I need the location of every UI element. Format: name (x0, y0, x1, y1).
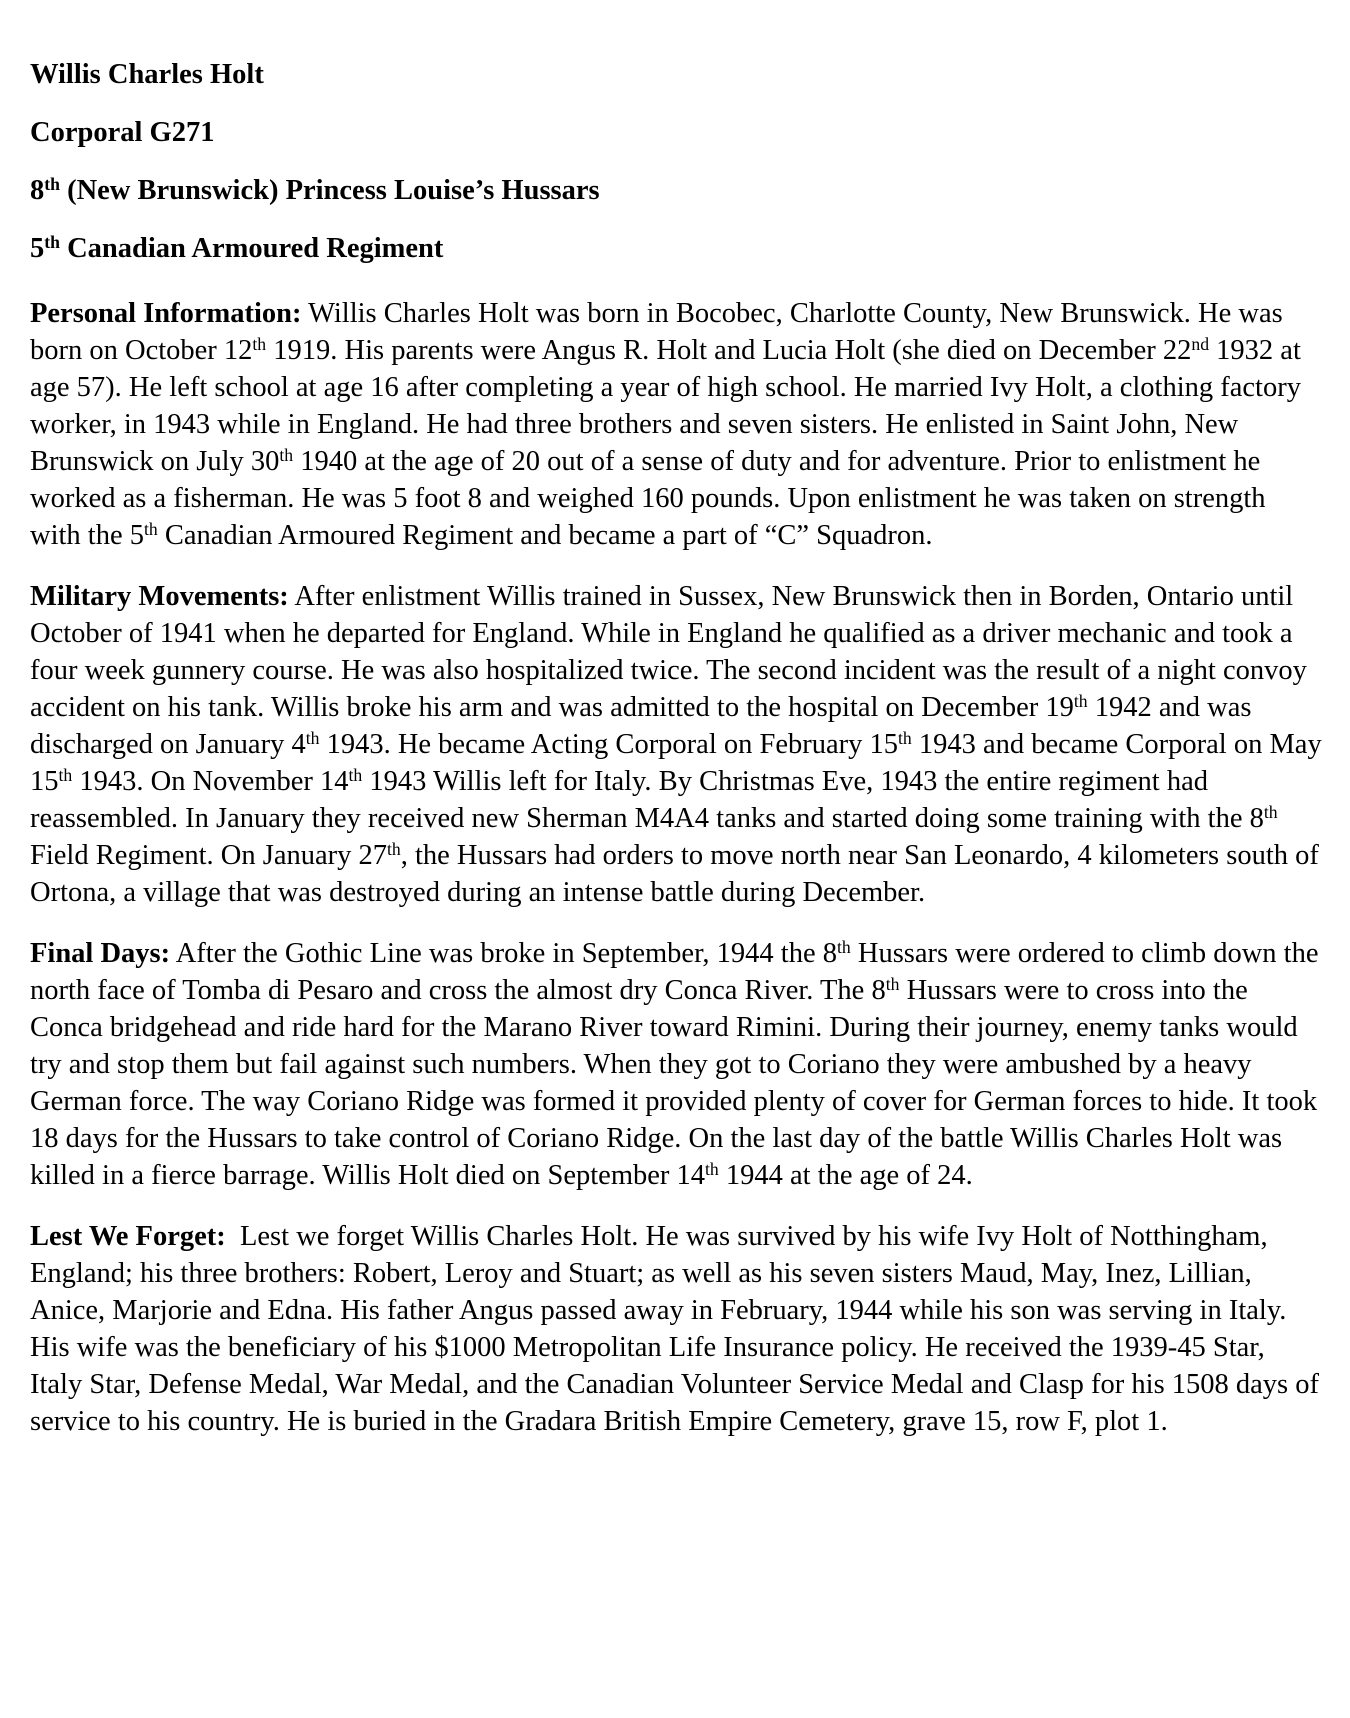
superscript-text: th (837, 936, 851, 957)
superscript-text: th (305, 727, 320, 748)
document-heading (30, 230, 1322, 267)
superscript-text: th (252, 333, 267, 354)
body-text: Canadian Armoured Regiment (59, 233, 444, 264)
body-text: 1919. His parents were Angus R. Holt and Lucia Holt (she died on December 22 (266, 335, 1192, 366)
body-text: 1932 at age 57). He left school at age 16 after completing a year of high school. He married Ivy Holt, a clothing factory worker, in 1943 while in England. He had three brothers and seven sisters. He enlisted in Saint John, New Brunswick on July 30 (30, 335, 1309, 477)
document-heading (30, 114, 1322, 151)
superscript-text: th (348, 764, 363, 785)
superscript-text: th (279, 444, 294, 465)
body-text: (New Brunswick) Princess Louise’s Hussars (59, 175, 600, 206)
bold-label-text: Final Days: (30, 938, 171, 969)
body-text: 1943 Willis left for Italy. By Christmas Eve, 1943 the entire regiment had reassembled. In January they received new Sherman M4A4 tanks and started doing some training with the 8 (30, 766, 1264, 834)
body-text: 8 (30, 175, 45, 206)
body-text: Canadian Armoured Regiment and became a part of “C” Squadron. (157, 520, 933, 551)
bold-label-text: Military Movements: (30, 581, 289, 612)
superscript-text: th (898, 727, 912, 748)
superscript-text: th (885, 973, 900, 994)
body-text: 5 (30, 233, 45, 264)
superscript-text: th (44, 173, 60, 194)
superscript-text: th (387, 838, 401, 859)
document-paragraph (30, 295, 1322, 554)
document-paragraph (30, 1218, 1327, 1440)
document-paragraph (30, 935, 1326, 1194)
body-text: 1940 at the age of 20 out of a sense of duty and for adventure. Prior to enlistment he worked as a fisherman. He was 5 foot 8 and weighed 160 pounds. Upon enlistment he was taken on strength with the 5 (30, 446, 1273, 551)
superscript-text: th (144, 518, 158, 539)
document-body (30, 56, 1329, 1440)
document-heading (30, 56, 1322, 93)
superscript-text: th (1073, 690, 1088, 711)
body-text: 1944 at the age of 24. (718, 1160, 973, 1191)
body-text: Hussars were ordered to climb down the north face of Tomba di Pesaro and cross the almost dry Conca River. The 8 (30, 938, 1326, 1006)
body-text: 1943. On November 14 (72, 766, 349, 797)
superscript-text: nd (1191, 333, 1210, 354)
document-heading (30, 172, 1322, 209)
body-text: Hussars were to cross into the Conca bridgehead and ride hard for the Marano River toward Rimini. During their journey, enemy tanks would try and stop them but fail against such numbers. When they got to Coriano they were ambushed by a heavy German force. The way Coriano Ridge was formed it provided plenty of cover for German forces to hide. It took 18 days for the Hussars to take control of Coriano Ridge. On the last day of the battle Willis Charles Holt was killed in a fierce barrage. Willis Holt died on September 14 (30, 975, 1325, 1191)
superscript-text: th (44, 231, 60, 252)
body-text: 1942 and was discharged on January 4 (30, 692, 1259, 760)
bold-label-text: Personal Information: (30, 298, 302, 329)
body-text: 1943. He became Acting Corporal on February 15 (319, 729, 898, 760)
body-text: Corporal G271 (30, 117, 215, 148)
body-text: After the Gothic Line was broke in September, 1944 the 8 (170, 938, 837, 969)
body-text: Field Regiment. On January 27 (30, 803, 1285, 871)
body-text: Lest we forget Willis Charles Holt. He was survived by his wife Ivy Holt of Notthingham, England; his three brothers: Robert, Leroy and Stuart; as well as his seven sisters Maud, May, Inez, Lillian, Anice, Marjorie and Edna. His father Angus passed away in February, 1944 while his son was serving in Italy. His wife was the beneficiary of his $1000 Metropolitan Life Insurance policy. He received the 1939-45 Star, Italy Star, Defense Medal, War Medal, and the Canadian Volunteer Service Medal and Clasp for his 1508 days of service to his country. He is buried in the Gradara British Empire Cemetery, grave 15, row F, plot 1. (30, 1221, 1327, 1437)
body-text: After enlistment Willis trained in Sussex, New Brunswick then in Borden, Ontario until October of 1941 when he departed for England. While in England he qualified as a driver mechanic and took a four week gunnery course. He was also hospitalized twice. The second incident was the result of a night convoy accident on his tank. Willis broke his arm and was admitted to the hospital on December 19 (30, 581, 1314, 723)
body-text: 1943 and became Corporal on May 15 (30, 729, 1329, 797)
body-text: Willis Charles Holt was born in Bocobec, Charlotte County, New Brunswick. He was born on October 12 (30, 298, 1290, 366)
superscript-text: th (1263, 801, 1278, 822)
body-text: Willis Charles Holt (30, 59, 264, 90)
document-paragraph (30, 578, 1329, 911)
superscript-text: th (58, 764, 73, 785)
body-text: , the Hussars had orders to move north near San Leonardo, 4 kilometers south of Ortona, a village that was destroyed during an intense battle during December. (30, 840, 1326, 908)
superscript-text: th (705, 1158, 719, 1179)
bold-label-text: Lest We Forget: (30, 1221, 226, 1252)
